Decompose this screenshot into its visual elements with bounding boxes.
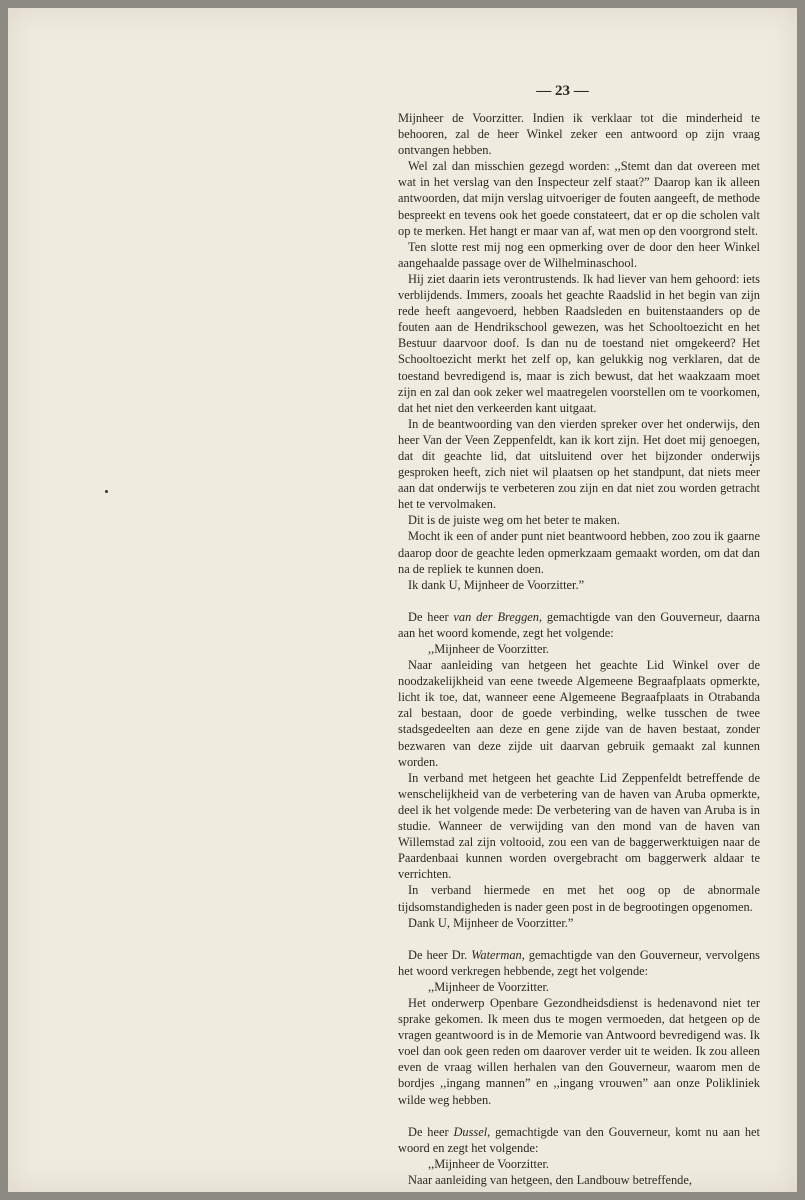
speaker-prefix: De heer [408, 1124, 454, 1139]
speaker-prefix: De heer Dr. [408, 947, 472, 962]
paragraph: Dank U, Mijnheer de Voorzitter.” [408, 915, 574, 930]
paragraph: Ten slotte rest mij nog een opmerking over de door den heer Winkel aangehaalde passage over de Wilhelminaschool. [398, 239, 760, 270]
paragraph: Het onderwerp Openbare Gezondheidsdienst is hedenavond niet ter sprake gekomen. Ik meen dus te mogen vermoeden, dat hetgeen op de vragen geantwoord is in de Memorie van Antwoord bevredigend was. Ik voel dan ook geen reden om daarover verder uit te weiden. Ik zou alleen even de vraag willen herhalen van den Gouverneur, waarom men de bordjes ,,ingang mannen” en ,,ingang vrouwen” aan onze Polikliniek wilde weg hebben. [398, 995, 760, 1107]
paragraph: In verband hiermede en met het oog op de abnormale tijdsomstandigheden is nader geen post in de begrootingen opgenomen. [398, 883, 760, 914]
text-column [398, 110, 760, 1188]
speaker-suffix: , gemachtigde van den Gouverneur, komt nu aan het woord en zegt het volgende: [398, 1124, 760, 1155]
speaker-name: van der Breggen [453, 609, 539, 624]
salutation: ,,Mijnheer de Voorzitter. [428, 642, 550, 656]
speaker-intro-breggen [398, 609, 760, 641]
speaker-name: Waterman [471, 947, 522, 962]
speaker-suffix: , gemachtigde van den Gouverneur, daarna aan het woord komende, zegt het volgende: [398, 609, 761, 640]
scan-speck [105, 490, 108, 493]
speaker-intro-dussel [398, 1124, 760, 1156]
paragraph: Dit is de juiste weg om het beter te maken. [408, 513, 620, 528]
paragraph: In verband met hetgeen het geachte Lid Zeppenfeldt betreffende de wenschelijkheid van de verbetering van de haven van Aruba opmerkte, deel ik het volgende mede: De verbetering van de haven van Aruba is in studie. Wanneer de verwijding van den mond van de haven van Willemstad zal zijn voltooid, zou een van de baggerwerktuigen naar de Paardenbaai kunnen worden overgebracht om baggerwerk aldaar te verrichten. [398, 770, 760, 882]
speaker-name: Dussel [453, 1124, 488, 1139]
paragraph: Ik dank U, Mijnheer de Voorzitter.” [408, 577, 585, 592]
paragraph: Mocht ik een of ander punt niet beantwoord hebben, zoo zou ik gaarne daarop door de geachte leden opmerkzaam gemaakt worden, om dat dan na de repliek te kunnen doen. [398, 529, 760, 576]
paragraph: Hij ziet daarin iets verontrustends. Ik had liever van hem gehoord: iets verblijdends. Immers, zooals het geachte Raadslid in het begin van zijn rede heeft aangevoerd, hebben Raadsleden en buitenstaanders op de fouten aan de Hendrikschool gewezen, was het Schooltoezicht en het Bestuur daarvoor doof. Is dan nu de toestand niet omgekeerd? Het Schooltoezicht merkt het zelf op, kan gelukkig nog verklaren, dat de toestand bevredigend is, maar is zich bewust, dat het waakzaam moet zijn en zal dan ook zeker wel maatregelen voorstellen om te voorkomen, dat het niet den verkeerden kant uitgaat. [398, 271, 760, 415]
page-number: — 23 — [536, 83, 589, 99]
paragraph: Mijnheer de Voorzitter. Indien ik verklaar tot die minderheid te behooren, zal de heer Winkel zeker een antwoord op zijn vraag ontvangen hebben. [398, 111, 760, 158]
speaker-suffix: , gemachtigde van den Gouverneur, vervolgens het woord verkregen hebbende, zegt het volgende: [398, 947, 760, 978]
speaker-intro-waterman [398, 947, 760, 979]
salutation: ,,Mijnheer de Voorzitter. [428, 1156, 550, 1171]
document-page [8, 8, 797, 1192]
paragraph: Naar aanleiding van hetgeen het geachte Lid Winkel over de noodzakelijkheid van eene tweede Algemeene Begraafplaats opmerkte, licht ik toe, dat, wanneer eene Algemeene Begraafplaats in Otrabanda zal bestaan, door de goede verbinding, welke tusschen de twee stadsgedeelten aan deze en gene zijde van de haven bestaat, zonder bezwaren van deze zijde uit daarvan gebruik gemaakt zal kunnen worden. [398, 658, 760, 769]
salutation: ,,Mijnheer de Voorzitter. [428, 979, 550, 994]
paragraph: Naar aanleiding van hetgeen, den Landbouw betreffende, [408, 1172, 692, 1187]
speaker-prefix: De heer [408, 609, 454, 624]
paragraph: In de beantwoording van den vierden spreker over het onderwijs, den heer Van der Veen Zeppenfeldt, kan ik kort zijn. Het doet mij genoegen, dat dit geachte lid, dat uitsluitend over het bijzonder onderwijs gesproken heeft, zich niet wil plaatsen op het standpunt, dat niets meer aan dat onderwijs te verbeteren zou zijn en dat niet zou worden getracht het te vervolmaken. [398, 416, 760, 512]
paragraph: Wel zal dan misschien gezegd worden: ,,Stemt dan dat overeen met wat in het verslag van den Inspecteur zelf staat?” Daarop kan ik alleen antwoorden, dat mijn verslag uitvoeriger de fouten aangeeft, de methode bespreekt en tevens ook het goede constateert, dat er op die scholen valt op te merken. Het hangt er maar van af, wat men op den voorgrond stelt. [398, 159, 760, 238]
